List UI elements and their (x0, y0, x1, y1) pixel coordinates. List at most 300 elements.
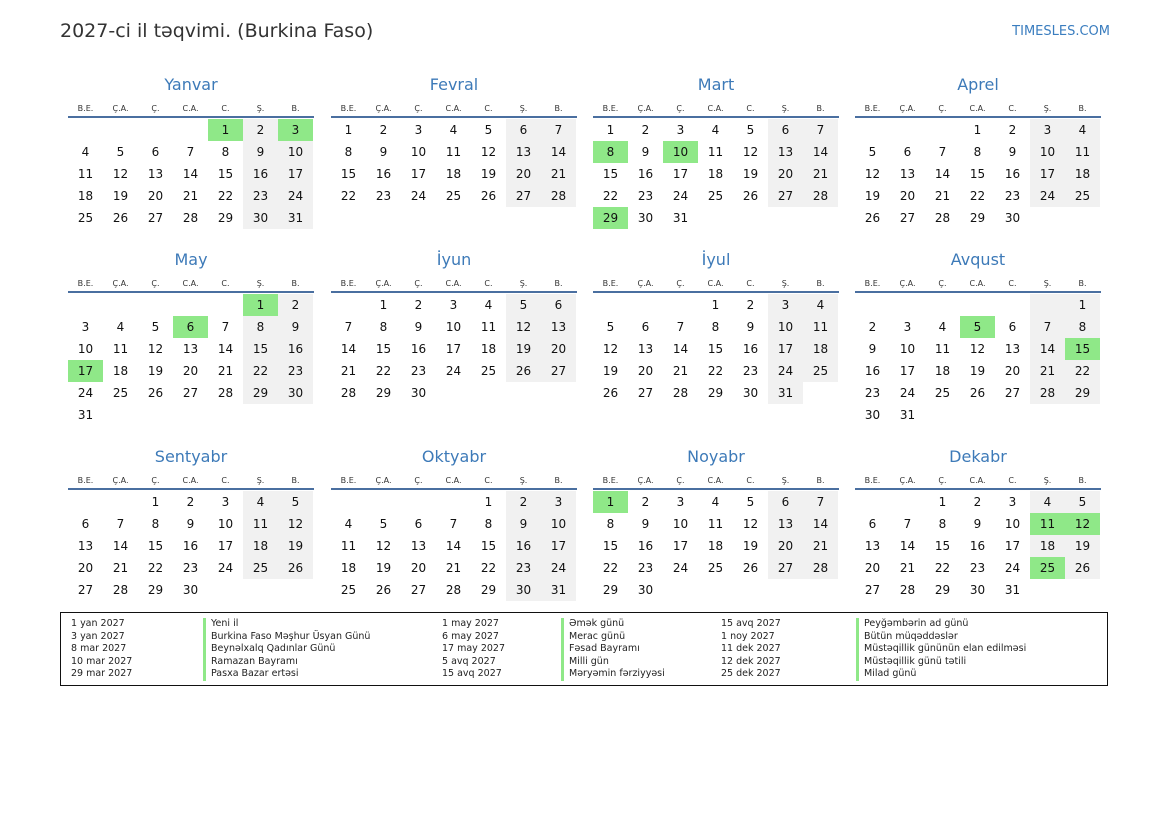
calendar-day: 10 (410, 145, 427, 159)
calendar-day: 6 (768, 119, 803, 141)
calendar-day: 21 (934, 189, 951, 203)
empty-cell (103, 294, 138, 316)
calendar-day: 5 (278, 491, 313, 513)
empty-cell (208, 294, 243, 316)
weekday-label: C.A. (969, 279, 986, 288)
weekday-label: Ç. (151, 279, 160, 288)
calendar-day: 2 (641, 495, 650, 509)
weekday-label: B. (554, 104, 563, 113)
empty-cell (890, 119, 925, 141)
weekday-label: B. (816, 476, 825, 485)
weekday-label: B.E. (864, 476, 881, 485)
calendar-day: 19 (602, 364, 619, 378)
month-title: Yanvar (164, 75, 218, 94)
calendar-day: 28 (217, 386, 234, 400)
calendar-day: 4 (1030, 491, 1065, 513)
empty-cell (733, 579, 768, 601)
calendar-day: 3 (676, 123, 685, 137)
holiday-day: 15 (1065, 338, 1100, 360)
weekday-label: C.A. (969, 104, 986, 113)
calendar-day: 23 (742, 364, 759, 378)
legend-date: 12 dek 2027 (721, 655, 781, 667)
empty-cell (68, 294, 103, 316)
weekday-label: B.E. (602, 279, 619, 288)
day-grid (68, 294, 314, 426)
legend-date: 29 mar 2027 (71, 668, 133, 680)
calendar-day: 2 (1008, 123, 1017, 137)
calendar-day: 18 (112, 364, 129, 378)
calendar-day: 8 (151, 517, 160, 531)
calendar-day: 24 (77, 386, 94, 400)
calendar-day: 29 (480, 583, 497, 597)
weekday-label: Ç.A. (375, 279, 392, 288)
legend-date: 15 avq 2027 (721, 618, 781, 629)
weekday-header (68, 271, 314, 293)
calendar-day: 20 (182, 364, 199, 378)
empty-cell (890, 491, 925, 513)
calendar-day: 30 (637, 583, 654, 597)
calendar-day: 14 (803, 141, 838, 163)
calendar-day: 20 (899, 189, 916, 203)
calendar-day: 17 (445, 342, 462, 356)
calendar-day: 3 (541, 491, 576, 513)
calendar-day: 25 (1065, 185, 1100, 207)
calendar-day: 26 (375, 583, 392, 597)
calendar-day: 17 (217, 539, 234, 553)
day-grid (68, 491, 314, 601)
calendar-day: 22 (147, 561, 164, 575)
calendar-day: 27 (182, 386, 199, 400)
calendar-day: 11 (445, 145, 462, 159)
month-8 (855, 249, 1101, 426)
empty-cell (173, 119, 208, 141)
weekday-label: Ş. (1043, 104, 1052, 113)
calendar-day: 7 (938, 145, 947, 159)
month-1 (68, 74, 314, 229)
calendar-day: 28 (1030, 382, 1065, 404)
calendar-day: 19 (742, 539, 759, 553)
legend-date: 11 dek 2027 (721, 643, 781, 655)
calendar-day: 22 (243, 360, 278, 382)
weekday-label: B. (816, 104, 825, 113)
calendar-day: 8 (379, 320, 388, 334)
calendar-day: 5 (746, 123, 755, 137)
weekday-label: Ç.A. (375, 104, 392, 113)
calendar-day: 20 (864, 561, 881, 575)
legend-date: 15 avq 2027 (442, 668, 502, 680)
weekday-header (855, 468, 1101, 490)
calendar-day: 30 (243, 207, 278, 229)
calendar-day: 19 (480, 167, 497, 181)
calendar-day: 25 (77, 211, 94, 225)
calendar-day: 6 (506, 119, 541, 141)
empty-cell (331, 294, 366, 316)
weekday-label: C. (1008, 476, 1017, 485)
calendar-day: 11 (340, 539, 357, 553)
calendar-day: 20 (1004, 364, 1021, 378)
weekday-label: Ç.A. (637, 279, 654, 288)
calendar-day: 12 (278, 513, 313, 535)
calendar-day: 16 (637, 539, 654, 553)
calendar-day: 19 (969, 364, 986, 378)
day-grid (593, 491, 839, 601)
calendar-day: 6 (641, 320, 650, 334)
calendar-day: 15 (969, 167, 986, 181)
weekday-label: Ç. (151, 476, 160, 485)
month-9 (68, 446, 314, 601)
calendar-day: 4 (484, 298, 493, 312)
day-grid (855, 491, 1101, 601)
calendar-day: 20 (637, 364, 654, 378)
calendar-day: 5 (151, 320, 160, 334)
calendar-day: 2 (186, 495, 195, 509)
calendar-day: 18 (77, 189, 94, 203)
empty-cell (925, 119, 960, 141)
calendar-day: 8 (484, 517, 493, 531)
calendar-day: 30 (410, 386, 427, 400)
empty-cell (138, 119, 173, 141)
weekday-label: Ç. (151, 104, 160, 113)
weekday-label: C. (484, 476, 493, 485)
legend-holiday-name: Məryəmin fərziyyəsi (561, 668, 665, 681)
calendar-day: 26 (742, 189, 759, 203)
empty-cell (506, 382, 541, 404)
month-title: Avqust (950, 250, 1006, 269)
calendar-day: 22 (969, 189, 986, 203)
weekday-label: Ç.A. (112, 476, 129, 485)
empty-cell (855, 294, 890, 316)
empty-cell (960, 404, 995, 426)
calendar-day: 17 (672, 167, 689, 181)
calendar-day: 13 (864, 539, 881, 553)
calendar-day: 29 (1065, 382, 1100, 404)
weekday-label: Ç.A. (637, 476, 654, 485)
empty-cell (768, 207, 803, 229)
calendar-day: 26 (969, 386, 986, 400)
calendar-day: 8 (606, 517, 615, 531)
day-grid (68, 119, 314, 229)
weekday-label: Ş. (1043, 279, 1052, 288)
day-grid (331, 119, 577, 207)
weekday-label: C. (484, 104, 493, 113)
calendar-day: 14 (445, 539, 462, 553)
month-title: May (174, 250, 208, 269)
calendar-day: 17 (410, 167, 427, 181)
calendar-day: 6 (768, 491, 803, 513)
calendar-day: 9 (746, 320, 755, 334)
weekday-label: Ç.A. (899, 104, 916, 113)
calendar-day: 16 (375, 167, 392, 181)
calendar-day: 23 (410, 364, 427, 378)
calendar-day: 19 (742, 167, 759, 181)
calendar-day: 5 (606, 320, 615, 334)
calendar-day: 14 (112, 539, 129, 553)
calendar-day: 19 (1065, 535, 1100, 557)
calendar-day: 8 (344, 145, 353, 159)
calendar-day: 23 (637, 561, 654, 575)
weekday-label: Ş. (519, 104, 528, 113)
calendar-day: 20 (541, 338, 576, 360)
weekday-label: B.E. (602, 476, 619, 485)
empty-cell (890, 294, 925, 316)
calendar-day: 25 (707, 561, 724, 575)
legend-holiday-name: Bütün müqəddəslər (856, 631, 1026, 644)
calendar-day: 13 (768, 513, 803, 535)
calendar-day: 6 (81, 517, 90, 531)
weekday-label: C.A. (445, 476, 462, 485)
weekday-label: Ş. (256, 104, 265, 113)
legend-holiday-name: Merac günü (561, 631, 665, 644)
calendar-day: 15 (340, 167, 357, 181)
calendar-day: 14 (340, 342, 357, 356)
weekday-label: Ş. (781, 104, 790, 113)
calendar-day: 3 (1030, 119, 1065, 141)
calendar-day: 10 (541, 513, 576, 535)
weekday-label: C.A. (445, 279, 462, 288)
empty-cell (401, 491, 436, 513)
empty-cell (768, 579, 803, 601)
weekday-label: Ş. (519, 476, 528, 485)
legend-date: 10 mar 2027 (71, 655, 133, 667)
calendar-day: 3 (1008, 495, 1017, 509)
calendar-day: 13 (77, 539, 94, 553)
calendar-day: 6 (151, 145, 160, 159)
calendar-day: 22 (602, 189, 619, 203)
calendar-day: 12 (969, 342, 986, 356)
weekday-label: B.E. (602, 104, 619, 113)
calendar-day: 14 (182, 167, 199, 181)
calendar-day: 4 (344, 517, 353, 531)
calendar-day: 8 (973, 145, 982, 159)
calendar-day: 30 (278, 382, 313, 404)
weekday-label: C. (746, 104, 755, 113)
calendar-day: 29 (934, 583, 951, 597)
calendar-day: 29 (602, 583, 619, 597)
day-grid (855, 294, 1101, 426)
calendar-day: 30 (969, 583, 986, 597)
weekday-label: Ş. (781, 476, 790, 485)
calendar-day: 18 (445, 167, 462, 181)
calendar-day: 1 (484, 495, 493, 509)
weekday-label: C. (1008, 104, 1017, 113)
calendar-day: 18 (707, 167, 724, 181)
calendar-day: 12 (112, 167, 129, 181)
weekday-label: B. (1078, 476, 1087, 485)
brand-link[interactable]: TIMESLES.COM (1012, 24, 1110, 39)
calendar-day: 12 (147, 342, 164, 356)
calendar-day: 7 (186, 145, 195, 159)
calendar-day: 3 (768, 294, 803, 316)
calendar-day: 11 (77, 167, 94, 181)
calendar-day: 21 (899, 561, 916, 575)
calendar-day: 7 (116, 517, 125, 531)
calendar-day: 4 (243, 491, 278, 513)
calendar-day: 16 (278, 338, 313, 360)
legend-holiday-name: Ramazan Bayramı (203, 656, 370, 669)
calendar-day: 2 (414, 298, 423, 312)
calendar-day: 22 (707, 364, 724, 378)
calendar-day: 21 (1030, 360, 1065, 382)
calendar-day: 27 (768, 557, 803, 579)
calendar-day: 15 (217, 167, 234, 181)
calendar-day: 1 (344, 123, 353, 137)
weekday-label: Ç.A. (112, 279, 129, 288)
weekday-label: B. (816, 279, 825, 288)
empty-cell (1030, 207, 1065, 229)
calendar-day: 13 (899, 167, 916, 181)
empty-cell (278, 404, 313, 426)
weekday-label: Ç. (414, 104, 423, 113)
empty-cell (1030, 579, 1065, 601)
weekday-label: B.E. (77, 279, 94, 288)
calendar-day: 5 (868, 145, 877, 159)
holiday-legend (60, 612, 1108, 686)
calendar-day: 12 (506, 316, 541, 338)
calendar-day: 4 (1065, 119, 1100, 141)
calendar-day: 20 (506, 163, 541, 185)
weekday-label: Ç. (676, 279, 685, 288)
weekday-label: B. (554, 279, 563, 288)
month-title: İyun (436, 250, 472, 269)
calendar-day: 15 (375, 342, 392, 356)
weekday-label: Ç. (938, 279, 947, 288)
calendar-day: 7 (344, 320, 353, 334)
day-grid (855, 119, 1101, 229)
weekday-label: C.A. (182, 279, 199, 288)
calendar-day: 24 (672, 561, 689, 575)
calendar-day: 10 (1030, 141, 1065, 163)
calendar-day: 11 (112, 342, 129, 356)
empty-cell (243, 579, 278, 601)
calendar-day: 4 (711, 495, 720, 509)
calendar-day: 29 (707, 386, 724, 400)
weekday-header (593, 96, 839, 118)
calendar-day: 16 (182, 539, 199, 553)
calendar-day: 2 (506, 491, 541, 513)
empty-cell (733, 207, 768, 229)
legend-date: 3 yan 2027 (71, 630, 125, 642)
calendar-day: 23 (182, 561, 199, 575)
calendar-day: 12 (742, 145, 759, 159)
calendar-day: 31 (768, 382, 803, 404)
empty-cell (173, 294, 208, 316)
weekday-label: Ş. (256, 279, 265, 288)
calendar-day: 17 (672, 539, 689, 553)
calendar-day: 22 (480, 561, 497, 575)
calendar-day: 10 (1004, 517, 1021, 531)
day-grid (331, 491, 577, 601)
empty-cell (698, 207, 733, 229)
month-title: İyul (701, 250, 731, 269)
calendar-day: 20 (768, 163, 803, 185)
month-3 (593, 74, 839, 229)
calendar-day: 16 (506, 535, 541, 557)
weekday-label: C. (746, 476, 755, 485)
calendar-day: 4 (711, 123, 720, 137)
calendar-day: 11 (803, 316, 838, 338)
weekday-label: Ç. (414, 279, 423, 288)
calendar-day: 12 (602, 342, 619, 356)
calendar-day: 23 (1004, 189, 1021, 203)
calendar-day: 21 (803, 535, 838, 557)
calendar-day: 26 (1065, 557, 1100, 579)
calendar-day: 8 (938, 517, 947, 531)
calendar-day: 21 (217, 364, 234, 378)
calendar-day: 17 (278, 163, 313, 185)
calendar-day: 25 (112, 386, 129, 400)
weekday-label: C.A. (182, 476, 199, 485)
calendar-day: 18 (1030, 535, 1065, 557)
weekday-label: Ç.A. (637, 104, 654, 113)
month-title: Oktyabr (421, 447, 487, 466)
empty-cell (331, 491, 366, 513)
empty-cell (208, 579, 243, 601)
calendar-day: 5 (484, 123, 493, 137)
calendar-day: 26 (112, 211, 129, 225)
calendar-day: 22 (602, 561, 619, 575)
calendar-day: 4 (116, 320, 125, 334)
calendar-day: 21 (803, 163, 838, 185)
weekday-label: C. (221, 279, 230, 288)
empty-cell (278, 579, 313, 601)
calendar-day: 3 (903, 320, 912, 334)
calendar-day: 9 (506, 513, 541, 535)
calendar-day: 11 (934, 342, 951, 356)
month-title: Noyabr (687, 447, 745, 466)
calendar-day: 18 (243, 535, 278, 557)
weekday-label: Ş. (519, 279, 528, 288)
calendar-day: 17 (768, 338, 803, 360)
calendar-day: 10 (77, 342, 94, 356)
calendar-day: 19 (506, 338, 541, 360)
weekday-label: C. (1008, 279, 1017, 288)
holiday-day: 29 (593, 207, 628, 229)
calendar-day: 18 (803, 338, 838, 360)
calendar-day: 19 (112, 189, 129, 203)
calendar-day: 12 (480, 145, 497, 159)
calendar-day: 26 (147, 386, 164, 400)
weekday-label: Ş. (256, 476, 265, 485)
calendar-day: 14 (672, 342, 689, 356)
calendar-day: 7 (449, 517, 458, 531)
calendar-day: 7 (221, 320, 230, 334)
calendar-day: 25 (803, 360, 838, 382)
calendar-day: 31 (77, 408, 94, 422)
legend-holiday-name: Milad günü (856, 668, 1026, 681)
calendar-day: 19 (375, 561, 392, 575)
calendar-day: 7 (803, 119, 838, 141)
calendar-day: 28 (672, 386, 689, 400)
empty-cell (663, 294, 698, 316)
calendar-day: 30 (637, 211, 654, 225)
calendar-day: 15 (602, 539, 619, 553)
calendar-day: 7 (903, 517, 912, 531)
calendar-day: 9 (1008, 145, 1017, 159)
weekday-label: Ç. (938, 104, 947, 113)
calendar-day: 9 (379, 145, 388, 159)
calendar-day: 3 (414, 123, 423, 137)
empty-cell (436, 491, 471, 513)
weekday-label: C.A. (707, 279, 724, 288)
calendar-day: 23 (637, 189, 654, 203)
calendar-day: 11 (707, 145, 724, 159)
weekday-header (68, 468, 314, 490)
calendar-day: 24 (541, 557, 576, 579)
calendar-day: 12 (864, 167, 881, 181)
weekday-label: B. (1078, 104, 1087, 113)
calendar-day: 24 (768, 360, 803, 382)
calendar-day: 10 (217, 517, 234, 531)
